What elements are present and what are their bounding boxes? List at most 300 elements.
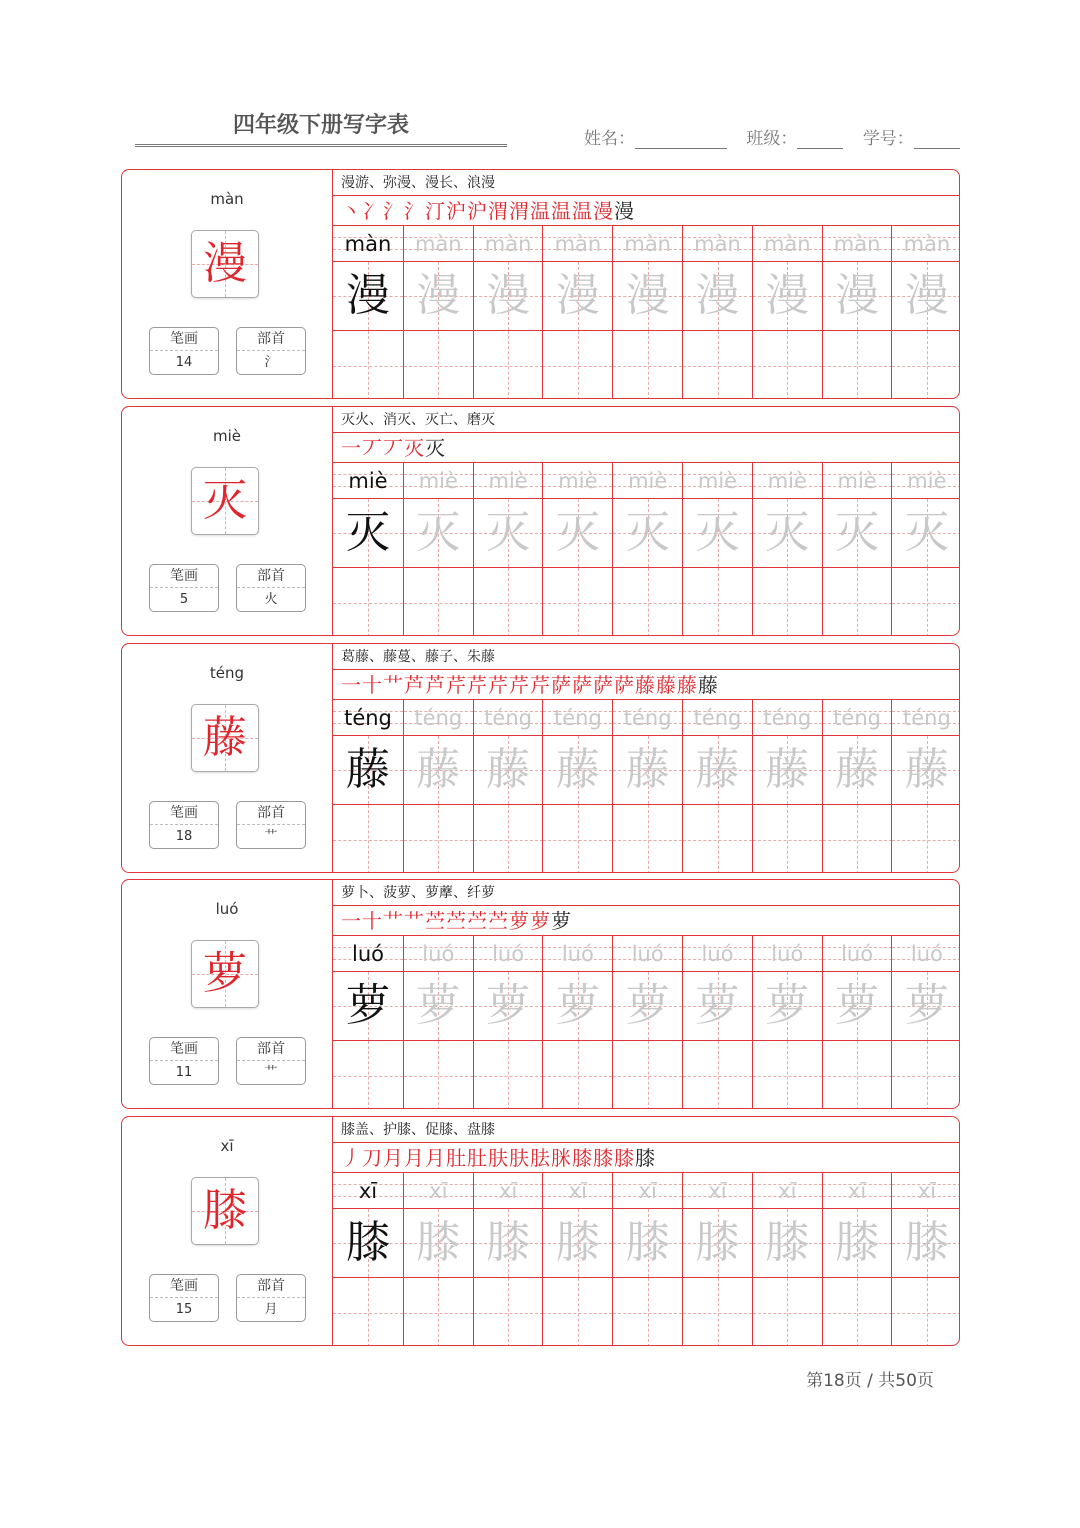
- pinyin-cell[interactable]: xī: [429, 1179, 448, 1203]
- empty-write-cell[interactable]: [613, 331, 682, 399]
- stroke-step: 冫: [362, 199, 383, 223]
- trace-cell[interactable]: 膝: [555, 1217, 600, 1268]
- student-info-fields: [584, 124, 964, 150]
- example-words: 葛藤、藤蔓、藤子、朱藤: [333, 644, 960, 670]
- practice-column: [333, 700, 403, 873]
- practice-column: [891, 463, 960, 636]
- stroke-step: 藤: [656, 673, 677, 697]
- practice-column: [542, 463, 612, 636]
- trace-cell[interactable]: 漫: [835, 270, 880, 321]
- trace-cell[interactable]: 漫: [555, 270, 600, 321]
- trace-cell[interactable]: 漫: [625, 270, 670, 321]
- practice-column: [822, 463, 892, 636]
- trace-cell[interactable]: 藤: [835, 744, 880, 795]
- empty-write-cell[interactable]: [753, 568, 822, 636]
- practice-column: [612, 700, 682, 873]
- stroke-step: 胠: [530, 1146, 551, 1170]
- practice-column: [612, 1173, 682, 1346]
- char-info-panel: [122, 407, 333, 635]
- character-card: [121, 406, 960, 636]
- stroke-step: 渭: [509, 199, 530, 223]
- trace-cell[interactable]: 漫: [695, 270, 740, 321]
- trace-cell[interactable]: 漫: [765, 270, 810, 321]
- stroke-count-value: 5: [179, 592, 189, 607]
- char-info-panel: [122, 644, 333, 872]
- char-info-panel: [122, 880, 333, 1108]
- stroke-step: 萝: [530, 909, 551, 933]
- char-display-box: [191, 230, 259, 298]
- pinyin-cell[interactable]: xī: [568, 1179, 588, 1203]
- trace-cell[interactable]: 灭: [486, 507, 531, 558]
- stroke-step: 丿: [341, 1146, 362, 1170]
- trace-cell[interactable]: 漫: [904, 270, 949, 321]
- practice-column: [403, 936, 473, 1109]
- char-main: 漫: [203, 238, 247, 289]
- radical-label: 部首: [237, 1038, 305, 1061]
- empty-write-cell[interactable]: [474, 805, 543, 873]
- empty-write-cell[interactable]: [892, 331, 960, 399]
- pinyin-cell[interactable]: màn: [903, 232, 951, 256]
- radical-value: 月: [264, 1302, 278, 1317]
- pinyin-cell[interactable]: luó: [561, 942, 594, 966]
- stroke-step: 膝: [572, 1146, 593, 1170]
- empty-write-cell[interactable]: [683, 1041, 752, 1109]
- practice-grid: [333, 226, 960, 399]
- pinyin-cell[interactable]: luó: [910, 942, 943, 966]
- class-label: 班级：: [746, 129, 798, 149]
- stroke-step: 沪: [446, 199, 467, 223]
- practice-grid: [333, 936, 960, 1109]
- char-display-box: [191, 1177, 259, 1245]
- empty-write-cell[interactable]: [683, 1278, 752, 1346]
- stroke-step: 漫: [614, 199, 635, 223]
- trace-cell[interactable]: 灭: [416, 507, 461, 558]
- page-title: 四年级下册写字表: [135, 108, 507, 147]
- stroke-step: 丶: [341, 199, 362, 223]
- stroke-step: 藤: [635, 673, 656, 697]
- pinyin-cell[interactable]: luó: [841, 942, 874, 966]
- stroke-count-box: [149, 1037, 219, 1085]
- stroke-step: 月: [383, 1146, 404, 1170]
- radical-label: 部首: [237, 802, 305, 825]
- empty-write-cell[interactable]: [613, 805, 682, 873]
- pinyin-cell[interactable]: xī: [358, 1179, 378, 1203]
- practice-column: [891, 1173, 960, 1346]
- stroke-step: 芹: [467, 673, 488, 697]
- empty-write-cell[interactable]: [404, 568, 473, 636]
- stroke-step: 十: [362, 673, 383, 697]
- radical-value: 氵: [264, 355, 278, 370]
- practice-grid: [333, 1173, 960, 1346]
- pinyin-cell[interactable]: téng: [484, 706, 532, 730]
- trace-cell[interactable]: 灭: [625, 507, 670, 558]
- practice-column: [891, 226, 960, 399]
- empty-write-cell[interactable]: [404, 331, 473, 399]
- empty-write-cell[interactable]: [333, 805, 403, 873]
- pinyin-cell[interactable]: téng: [833, 706, 881, 730]
- trace-cell[interactable]: 萝: [904, 980, 949, 1031]
- stroke-step: 萨: [551, 673, 572, 697]
- character-card: [121, 1116, 960, 1346]
- stroke-step: 萨: [572, 673, 593, 697]
- trace-cell[interactable]: 藤: [695, 744, 740, 795]
- stroke-count-label: 笔画: [150, 1038, 218, 1061]
- stroke-step: 萝: [509, 909, 530, 933]
- empty-write-cell[interactable]: [683, 805, 752, 873]
- practice-panel: [333, 880, 960, 1108]
- empty-write-cell[interactable]: [543, 331, 612, 399]
- practice-column: [822, 936, 892, 1109]
- empty-write-cell[interactable]: [333, 331, 403, 399]
- practice-column: [403, 700, 473, 873]
- empty-write-cell[interactable]: [613, 1041, 682, 1109]
- stroke-step: 脒: [551, 1146, 572, 1170]
- practice-column: [542, 700, 612, 873]
- stroke-step: 氵: [383, 199, 404, 223]
- empty-write-cell[interactable]: [892, 1278, 960, 1346]
- char-pinyin: téng: [209, 664, 245, 682]
- stroke-count-box: [149, 564, 219, 612]
- stroke-step: 苎: [488, 909, 509, 933]
- pinyin-cell[interactable]: miè: [837, 469, 877, 493]
- stroke-step: 芦: [425, 673, 446, 697]
- practice-column: [682, 1173, 752, 1346]
- empty-write-cell[interactable]: [892, 568, 960, 636]
- trace-cell[interactable]: 漫: [346, 270, 390, 321]
- trace-cell[interactable]: 萝: [416, 980, 461, 1031]
- trace-cell[interactable]: 膝: [695, 1217, 740, 1268]
- radical-box: [236, 801, 306, 849]
- empty-write-cell[interactable]: [823, 1278, 892, 1346]
- pinyin-cell[interactable]: miè: [628, 469, 668, 493]
- pinyin-cell[interactable]: miè: [558, 469, 598, 493]
- empty-write-cell[interactable]: [753, 331, 822, 399]
- stroke-step: 萨: [593, 673, 614, 697]
- trace-cell[interactable]: 膝: [904, 1217, 949, 1268]
- empty-write-cell[interactable]: [823, 568, 892, 636]
- pinyin-cell[interactable]: màn: [763, 232, 811, 256]
- radical-value: 艹: [264, 829, 278, 844]
- practice-column: [333, 1173, 403, 1346]
- number-label: 学号：: [862, 129, 914, 149]
- pinyin-cell[interactable]: màn: [344, 232, 392, 256]
- char-display-box: [191, 940, 259, 1008]
- practice-column: [822, 700, 892, 873]
- practice-column: [473, 1173, 543, 1346]
- stroke-step: 芹: [509, 673, 530, 697]
- practice-panel: [333, 170, 960, 398]
- trace-cell[interactable]: 膝: [765, 1217, 810, 1268]
- stroke-step: 汀: [425, 199, 446, 223]
- stroke-step: 苎: [467, 909, 488, 933]
- practice-column: [612, 463, 682, 636]
- practice-panel: [333, 1117, 960, 1345]
- stroke-step: 萝: [551, 909, 572, 933]
- stroke-step: 一: [341, 909, 362, 933]
- radical-label: 部首: [237, 328, 305, 351]
- stroke-order: [333, 1143, 960, 1173]
- trace-cell[interactable]: 藤: [625, 744, 670, 795]
- pinyin-cell[interactable]: miè: [348, 469, 388, 493]
- stroke-step: 月: [425, 1146, 446, 1170]
- trace-cell[interactable]: 灭: [346, 507, 390, 558]
- stroke-count-value: 15: [175, 1302, 193, 1317]
- stroke-step: 膝: [635, 1146, 656, 1170]
- stroke-count-box: [149, 1274, 219, 1322]
- char-main: 藤: [203, 712, 247, 763]
- character-card: [121, 169, 960, 399]
- empty-write-cell[interactable]: [543, 805, 612, 873]
- stroke-step: 一: [341, 436, 362, 460]
- char-display-box: [191, 704, 259, 772]
- radical-box: [236, 1274, 306, 1322]
- trace-cell[interactable]: 漫: [416, 270, 461, 321]
- empty-write-cell[interactable]: [543, 1278, 612, 1346]
- pinyin-cell[interactable]: xī: [708, 1179, 727, 1203]
- stroke-step: 膝: [614, 1146, 635, 1170]
- trace-cell[interactable]: 灭: [765, 507, 810, 558]
- practice-column: [752, 463, 822, 636]
- trace-cell[interactable]: 灭: [695, 507, 740, 558]
- pinyin-cell[interactable]: miè: [418, 469, 458, 493]
- stroke-count-value: 14: [175, 355, 193, 370]
- pinyin-cell[interactable]: xī: [917, 1179, 937, 1203]
- radical-value: 火: [264, 592, 278, 607]
- trace-cell[interactable]: 藤: [765, 744, 810, 795]
- empty-write-cell[interactable]: [753, 1278, 822, 1346]
- pinyin-cell[interactable]: xī: [778, 1179, 797, 1203]
- stroke-step: 灭: [425, 436, 446, 460]
- radical-label: 部首: [237, 1275, 305, 1298]
- trace-cell[interactable]: 萝: [765, 980, 810, 1031]
- practice-column: [473, 463, 543, 636]
- pinyin-cell[interactable]: luó: [422, 942, 455, 966]
- practice-column: [542, 226, 612, 399]
- practice-column: [752, 700, 822, 873]
- char-display-box: [191, 467, 259, 535]
- empty-write-cell[interactable]: [613, 568, 682, 636]
- trace-cell[interactable]: 萝: [555, 980, 600, 1031]
- trace-cell[interactable]: 膝: [416, 1217, 461, 1268]
- stroke-step: 艹: [383, 673, 404, 697]
- stroke-step: 肤: [488, 1146, 509, 1170]
- stroke-step: 芹: [488, 673, 509, 697]
- char-main: 灭: [203, 475, 247, 526]
- stroke-step: 艹: [383, 909, 404, 933]
- empty-write-cell[interactable]: [753, 805, 822, 873]
- stroke-step: 刀: [362, 1146, 383, 1170]
- radical-value: 艹: [264, 1065, 278, 1080]
- practice-column: [612, 936, 682, 1109]
- pinyin-cell[interactable]: miè: [697, 469, 738, 493]
- char-main: 萝: [203, 948, 247, 999]
- pinyin-cell[interactable]: téng: [553, 706, 602, 730]
- practice-column: [403, 1173, 473, 1346]
- practice-grid: [333, 463, 960, 636]
- pinyin-cell[interactable]: màn: [484, 232, 532, 256]
- trace-cell[interactable]: 膝: [486, 1217, 531, 1268]
- trace-cell[interactable]: 藤: [416, 744, 461, 795]
- trace-cell[interactable]: 灭: [555, 507, 600, 558]
- pinyin-cell[interactable]: xī: [498, 1179, 518, 1203]
- empty-write-cell[interactable]: [683, 568, 752, 636]
- trace-cell[interactable]: 灭: [835, 507, 880, 558]
- stroke-order: [333, 433, 960, 463]
- pinyin-cell[interactable]: màn: [554, 232, 602, 256]
- trace-cell[interactable]: 膝: [625, 1217, 670, 1268]
- stroke-step: 温: [530, 199, 551, 223]
- empty-write-cell[interactable]: [543, 1041, 612, 1109]
- pinyin-cell[interactable]: téng: [693, 706, 742, 730]
- practice-column: [682, 226, 752, 399]
- example-words: 漫游、弥漫、漫长、浪漫: [333, 170, 960, 196]
- empty-write-cell[interactable]: [753, 1041, 822, 1109]
- practice-column: [333, 463, 403, 636]
- pinyin-cell[interactable]: téng: [344, 706, 392, 730]
- empty-write-cell[interactable]: [892, 805, 960, 873]
- stroke-step: 芦: [404, 673, 425, 697]
- trace-cell[interactable]: 萝: [346, 980, 390, 1031]
- name-field[interactable]: [635, 130, 727, 149]
- trace-cell[interactable]: 萝: [695, 980, 740, 1031]
- stroke-step: 藤: [698, 673, 719, 697]
- radical-box: [236, 327, 306, 375]
- pinyin-cell[interactable]: luó: [771, 942, 804, 966]
- character-card: [121, 879, 960, 1109]
- pinyin-cell[interactable]: màn: [833, 232, 881, 256]
- stroke-step: 十: [362, 909, 383, 933]
- empty-write-cell[interactable]: [474, 1041, 543, 1109]
- empty-write-cell[interactable]: [404, 1278, 473, 1346]
- empty-write-cell[interactable]: [404, 805, 473, 873]
- pinyin-cell[interactable]: téng: [902, 706, 951, 730]
- stroke-count-value: 18: [175, 829, 193, 844]
- pinyin-cell[interactable]: téng: [623, 706, 672, 730]
- stroke-step: 灭: [404, 436, 425, 460]
- empty-write-cell[interactable]: [333, 568, 403, 636]
- stroke-count-box: [149, 327, 219, 375]
- trace-cell[interactable]: 萝: [625, 980, 670, 1031]
- pinyin-cell[interactable]: màn: [694, 232, 741, 256]
- trace-cell[interactable]: 藤: [904, 744, 949, 795]
- char-pinyin: miè: [212, 427, 241, 445]
- trace-cell[interactable]: 膝: [346, 1217, 390, 1268]
- empty-write-cell[interactable]: [823, 331, 892, 399]
- stroke-step: 艹: [404, 909, 425, 933]
- stroke-count-label: 笔画: [150, 565, 218, 588]
- stroke-step: 氵: [404, 199, 425, 223]
- empty-write-cell[interactable]: [823, 1041, 892, 1109]
- empty-write-cell[interactable]: [404, 1041, 473, 1109]
- empty-write-cell[interactable]: [823, 805, 892, 873]
- practice-column: [542, 936, 612, 1109]
- pinyin-cell[interactable]: miè: [767, 469, 807, 493]
- char-pinyin: luó: [215, 900, 239, 918]
- stroke-step: 温: [572, 199, 593, 223]
- practice-column: [612, 226, 682, 399]
- stroke-step: 温: [551, 199, 572, 223]
- class-field[interactable]: [797, 130, 843, 149]
- empty-write-cell[interactable]: [474, 568, 543, 636]
- practice-column: [473, 226, 543, 399]
- stroke-order: [333, 670, 960, 700]
- practice-column: [682, 463, 752, 636]
- practice-column: [403, 226, 473, 399]
- empty-write-cell[interactable]: [892, 1041, 960, 1109]
- stroke-count-label: 笔画: [150, 1275, 218, 1298]
- stroke-step: 漫: [593, 199, 614, 223]
- pinyin-cell[interactable]: téng: [414, 706, 463, 730]
- practice-column: [822, 1173, 892, 1346]
- trace-cell[interactable]: 藤: [486, 744, 531, 795]
- pinyin-cell[interactable]: xī: [847, 1179, 867, 1203]
- practice-column: [473, 700, 543, 873]
- practice-panel: [333, 407, 960, 635]
- pinyin-cell[interactable]: màn: [624, 232, 671, 256]
- stroke-step: 沪: [467, 199, 488, 223]
- empty-write-cell[interactable]: [613, 1278, 682, 1346]
- pinyin-cell[interactable]: luó: [631, 942, 664, 966]
- empty-write-cell[interactable]: [543, 568, 612, 636]
- trace-cell[interactable]: 灭: [904, 507, 949, 558]
- practice-column: [891, 936, 960, 1109]
- trace-cell[interactable]: 萝: [835, 980, 880, 1031]
- trace-cell[interactable]: 漫: [486, 270, 531, 321]
- pinyin-cell[interactable]: luó: [352, 942, 384, 966]
- empty-write-cell[interactable]: [333, 1278, 403, 1346]
- example-words: 膝盖、护膝、促膝、盘膝: [333, 1117, 960, 1143]
- name-label: 姓名：: [584, 129, 635, 149]
- pinyin-cell[interactable]: miè: [907, 469, 947, 493]
- trace-cell[interactable]: 膝: [835, 1217, 880, 1268]
- practice-column: [752, 1173, 822, 1346]
- stroke-step: 肤: [509, 1146, 530, 1170]
- practice-column: [891, 700, 960, 873]
- stroke-count-label: 笔画: [150, 328, 218, 351]
- pinyin-cell[interactable]: xī: [638, 1179, 657, 1203]
- empty-write-cell[interactable]: [683, 331, 752, 399]
- pinyin-cell[interactable]: téng: [763, 706, 812, 730]
- practice-column: [333, 936, 403, 1109]
- practice-column: [682, 700, 752, 873]
- empty-write-cell[interactable]: [474, 331, 543, 399]
- practice-grid: [333, 700, 960, 873]
- example-words: 灭火、消灭、灭亡、磨灭: [333, 407, 960, 433]
- pinyin-cell[interactable]: luó: [701, 942, 734, 966]
- trace-cell[interactable]: 萝: [486, 980, 531, 1031]
- stroke-count-value: 11: [175, 1065, 193, 1080]
- empty-write-cell[interactable]: [474, 1278, 543, 1346]
- stroke-order: [333, 906, 960, 936]
- stroke-count-label: 笔画: [150, 802, 218, 825]
- pinyin-cell[interactable]: màn: [414, 232, 462, 256]
- empty-write-cell[interactable]: [333, 1041, 403, 1109]
- practice-column: [473, 936, 543, 1109]
- pinyin-cell[interactable]: luó: [492, 942, 525, 966]
- stroke-step: 膝: [593, 1146, 614, 1170]
- number-field[interactable]: [914, 130, 960, 149]
- practice-column: [403, 463, 473, 636]
- char-info-panel: [122, 170, 333, 398]
- practice-column: [752, 226, 822, 399]
- stroke-step: 丆: [383, 436, 404, 460]
- pinyin-cell[interactable]: miè: [488, 469, 528, 493]
- trace-cell[interactable]: 藤: [346, 744, 390, 795]
- stroke-step: 苎: [425, 909, 446, 933]
- trace-cell[interactable]: 藤: [555, 744, 600, 795]
- stroke-step: 藤: [677, 673, 698, 697]
- stroke-step: 苎: [446, 909, 467, 933]
